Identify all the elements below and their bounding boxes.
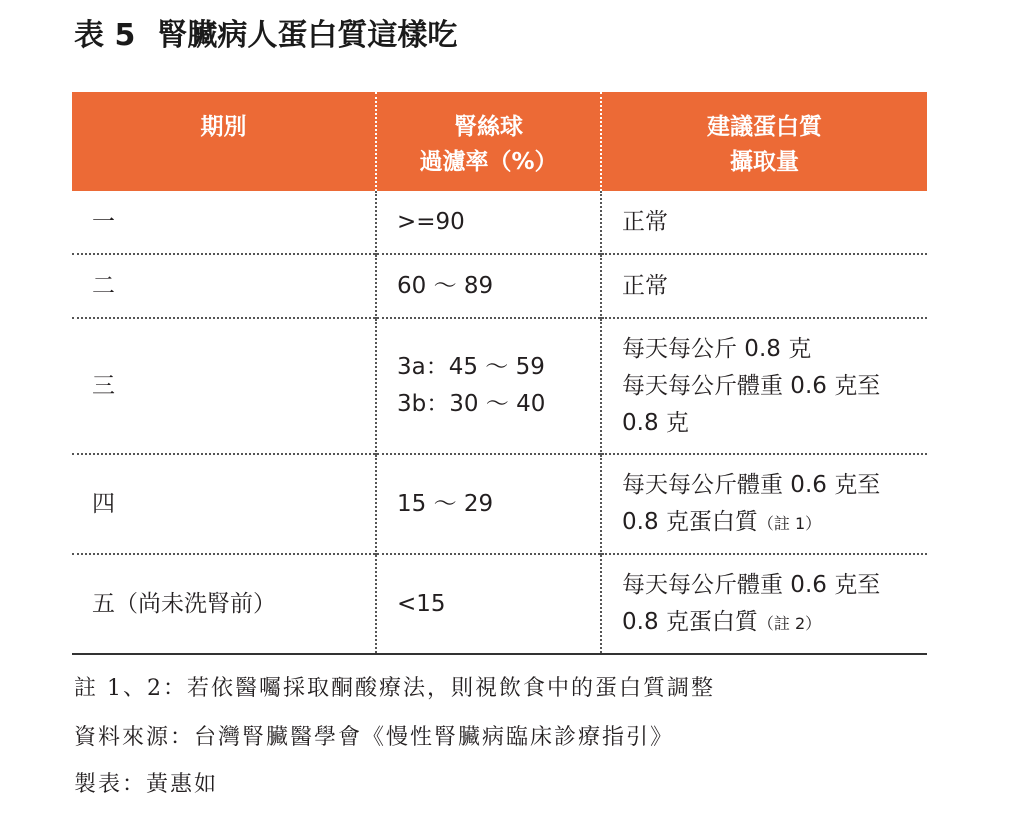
protein-intake-table [72, 92, 927, 655]
gfr-cell [376, 191, 601, 254]
header-stage [72, 92, 376, 191]
header-protein [601, 92, 927, 191]
protein-value-line3: 0.8 克 [622, 409, 689, 436]
protein-value-line2-wrap [622, 604, 927, 642]
footnote-ref: （註 2） [757, 613, 822, 633]
stage-cell: 四 [72, 454, 376, 554]
table-row [72, 191, 927, 254]
protein-cell [601, 554, 927, 654]
gfr-cell [376, 254, 601, 318]
header-stage-line1: 期別 [200, 114, 247, 140]
protein-cell [601, 454, 927, 554]
table-row [72, 318, 927, 454]
gfr-cell [376, 554, 601, 654]
header-gfr-line1: 腎絲球 [454, 114, 523, 140]
table-title-text: 腎臟病人蛋白質這樣吃 [157, 18, 458, 53]
table-number: 表 5 [74, 18, 136, 53]
protein-value-line2: 每天每公斤體重 0.6 克至 [622, 372, 881, 399]
header-protein-line2: 攝取量 [730, 149, 799, 175]
protein-value-line2: 0.8 克蛋白質 [622, 508, 758, 535]
protein-cell [601, 191, 927, 254]
footnote-text: 註 1、2：若依醫囑採取酮酸療法，則視飲食中的蛋白質調整 [74, 676, 715, 701]
protein-value-line1: 每天每公斤體重 0.6 克至 [622, 471, 881, 498]
table-row [72, 254, 927, 318]
protein-value-line1: 每天每公斤 0.8 克 [622, 335, 812, 362]
gfr-value: <15 [397, 590, 446, 617]
gfr-value: 15 ～ 29 [397, 490, 494, 517]
footnote-ref: （註 1） [757, 513, 822, 533]
protein-value: 正常 [622, 208, 668, 235]
protein-cell [601, 254, 927, 318]
stage-cell: 三 [72, 318, 376, 454]
stage-cell: 二 [72, 254, 376, 318]
protein-value-line1: 每天每公斤體重 0.6 克至 [622, 571, 881, 598]
protein-value: 正常 [622, 272, 668, 299]
table-title [74, 10, 457, 54]
table-row [72, 554, 927, 654]
header-row [72, 92, 927, 191]
gfr-value-3b: 3b：30 ～ 40 [397, 391, 546, 417]
header-gfr [376, 92, 601, 191]
table-row [72, 454, 927, 554]
gfr-value: 60 ～ 89 [397, 272, 494, 299]
protein-cell [601, 318, 927, 454]
gfr-cell [376, 454, 601, 554]
protein-value-line2-wrap [622, 504, 927, 542]
header-gfr-line2: 過濾率（%） [419, 149, 558, 175]
header-protein-line1: 建議蛋白質 [707, 114, 822, 140]
gfr-cell [376, 318, 601, 454]
author-text: 製表：黃惠如 [74, 772, 219, 797]
stage-cell: 一 [92, 208, 115, 235]
source-text: 資料來源：台灣腎臟醫學會《慢性腎臟病臨床診療指引》 [74, 725, 675, 750]
gfr-value: >=90 [397, 208, 465, 235]
protein-value-line2: 0.8 克蛋白質 [622, 608, 758, 635]
gfr-value-3a: 3a：45 ～ 59 [397, 354, 545, 380]
stage-cell: 五（尚未洗腎前） [72, 554, 376, 654]
